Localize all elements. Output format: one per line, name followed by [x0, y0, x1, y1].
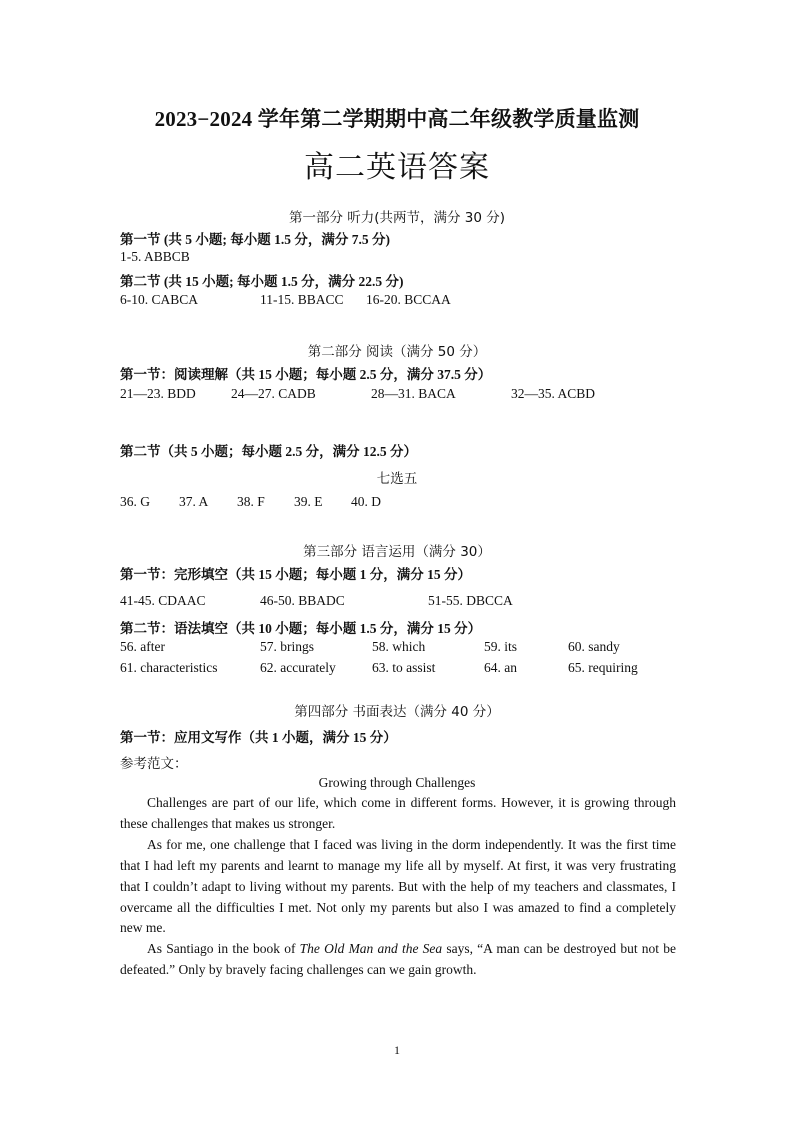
exam-title: 2023−2024 学年第二学期期中高二年级教学质量监测: [154, 107, 640, 131]
essay-paragraph-3-start: As Santiago in the book of: [147, 941, 300, 957]
answer-item: 36. G: [120, 494, 150, 509]
part1-section2-answers: [120, 292, 680, 312]
part2-section2-label: 七选五: [376, 471, 418, 486]
answer-item: 40. D: [351, 494, 381, 509]
essay-paragraph-3-end: says, “A man can be destroyed but not be defeated.” Only by bravely facing challenges can we gain growth.: [120, 941, 676, 978]
part1-section1-answers: 1-5. ABBCB: [120, 249, 190, 264]
answer-item: 37. A: [179, 494, 209, 509]
answer-item: 61. characteristics: [120, 660, 218, 675]
part1-section2-heading: 第二节 (共 15 小题; 每小题 1.5 分，满分 22.5 分): [120, 274, 404, 289]
part3-section2-answers-row1: [120, 639, 680, 659]
answer-group: 11-15. BBACC: [260, 292, 344, 307]
part3-section1-heading: 第一节：完形填空（共 15 小题；每小题 1 分，满分 15 分）: [120, 567, 471, 582]
essay-title: Growing through Challenges: [318, 775, 476, 790]
essay-paragraph-2: As for me, one challenge that I faced was living in the dorm independently. It was the first time that I had left my parents and learnt to manage my life all by myself. At first, it was very frustrating that I couldn’t adapt to living without my parents. But with the help of my teachers and classmates, I overcame all the difficulties I met. Not only my parents but also I was amazed to find a completely new me.: [120, 836, 676, 936]
answer-item: 62. accurately: [260, 660, 336, 675]
part2-heading: 第二部分 阅读（满分 50 分）: [307, 344, 487, 360]
answer-group: 28—31. BACA: [371, 386, 456, 401]
part4-section1-heading: 第一节：应用文写作（共 1 小题，满分 15 分）: [120, 730, 397, 745]
answer-group: 51-55. DBCCA: [428, 593, 513, 608]
page-number: 1: [394, 1043, 400, 1057]
part3-section2-answers-row2: [120, 660, 680, 680]
answer-group: 16-20. BCCAA: [366, 292, 451, 307]
part2-section2-heading: 第二节（共 5 小题；每小题 2.5 分，满分 12.5 分）: [120, 444, 417, 459]
part2-section2-answers: [120, 494, 680, 514]
part3-section1-answers: [120, 593, 680, 613]
answer-item: 60. sandy: [568, 639, 620, 654]
part3-heading: 第三部分 语言运用（满分 30）: [303, 544, 491, 560]
answer-item: 63. to assist: [372, 660, 436, 675]
answer-item: 38. F: [237, 494, 265, 509]
part1-section1-heading: 第一节 (共 5 小题; 每小题 1.5 分，满分 7.5 分): [120, 232, 390, 247]
part3-section2-heading: 第二节：语法填空（共 10 小题；每小题 1.5 分，满分 15 分）: [120, 621, 482, 636]
part1-heading: 第一部分 听力(共两节，满分 30 分): [288, 210, 506, 226]
answer-item: 64. an: [484, 660, 517, 675]
document-subtitle: 高二英语答案: [304, 150, 490, 185]
answer-item: 56. after: [120, 639, 165, 654]
answer-group: 24—27. CADB: [231, 386, 316, 401]
answer-group: 46-50. BBADC: [260, 593, 345, 608]
part2-section1-heading: 第一节：阅读理解（共 15 小题；每小题 2.5 分，满分 37.5 分）: [120, 367, 492, 382]
answer-item: 65. requiring: [568, 660, 638, 675]
answer-group: 21—23. BDD: [120, 386, 196, 401]
essay-paragraph-1: Challenges are part of our life, which come in different forms. However, it is growing through these challenges that makes us stronger.: [120, 795, 676, 831]
answer-item: 58. which: [372, 639, 426, 654]
answer-item: 39. E: [294, 494, 323, 509]
answer-group: 32—35. ACBD: [511, 386, 596, 401]
book-title: The Old Man and the Sea: [299, 941, 443, 957]
part2-section1-answers: [120, 386, 680, 406]
essay-paragraph-3: [120, 939, 676, 981]
essay-body: [120, 793, 676, 981]
answer-item: 59. its: [484, 639, 518, 654]
sample-essay-label: 参考范文：: [120, 756, 188, 771]
answer-item: 57. brings: [260, 639, 314, 654]
part4-heading: 第四部分 书面表达（满分 40 分）: [294, 704, 500, 720]
answer-group: 6-10. CABCA: [120, 292, 199, 307]
answer-group: 41-45. CDAAC: [120, 593, 206, 608]
